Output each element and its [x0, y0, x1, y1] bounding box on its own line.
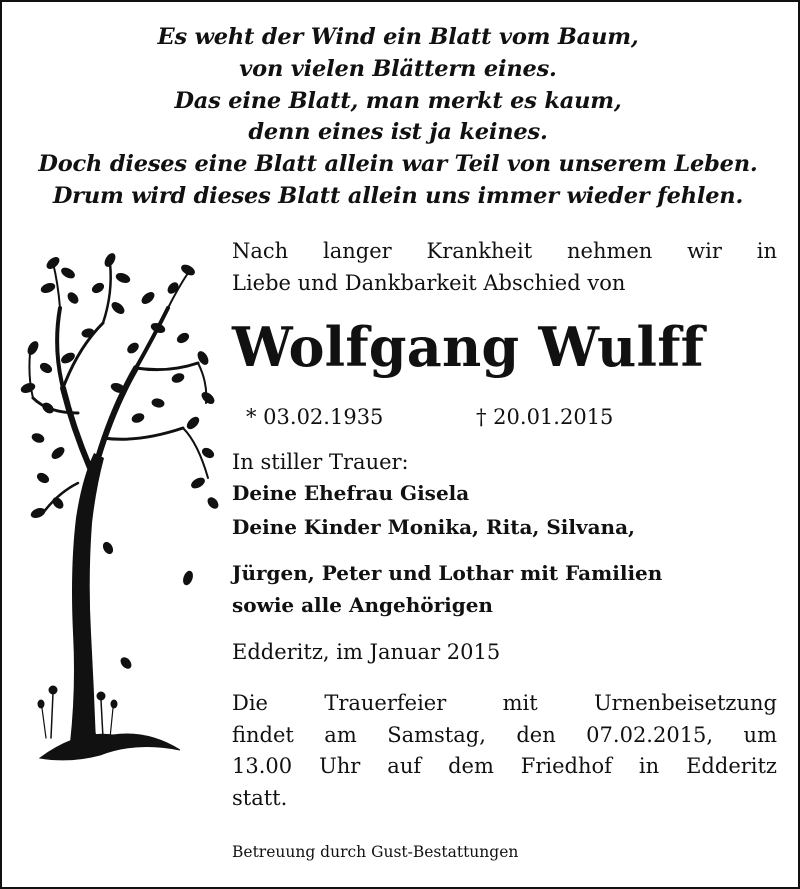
poem — [10, 22, 786, 213]
mourner-line: Jürgen, Peter und Lothar mit Familien — [232, 561, 663, 585]
service-line: 13.00 Uhr auf dem Friedhof in Edderitz — [232, 754, 777, 778]
mourner-line: Deine Kinder Monika, Rita, Silvana, — [232, 515, 636, 539]
poem-line: Doch dieses eine Blatt allein war Teil von unserem Leben. — [38, 151, 758, 178]
poem-line: von vielen Blättern eines. — [239, 55, 557, 82]
service-line: Die Trauerfeier mit Urnenbeisetzung — [232, 691, 777, 715]
intro-line: Liebe und Dankbarkeit Abschied von — [232, 270, 626, 295]
intro-line: Nach langer Krankheit nehmen wir in — [232, 239, 777, 263]
service-line: statt. — [232, 785, 288, 810]
life-dates — [232, 402, 777, 432]
mourning-label: In stiller Trauer: — [232, 450, 409, 474]
intro-text — [232, 236, 777, 299]
poem-line: Drum wird dieses Blatt allein uns immer wieder fehlen. — [52, 182, 744, 209]
service-info — [232, 688, 777, 814]
poem-line: denn eines ist ja keines. — [248, 119, 548, 146]
poem-line: Es weht der Wind ein Blatt vom Baum, — [157, 24, 639, 50]
service-line: findet am Samstag, den 07.02.2015, um — [232, 722, 777, 747]
birth-date: * 03.02.1935 — [246, 405, 384, 429]
death-date: † 20.01.2015 — [476, 405, 614, 429]
place-date: Edderitz, im Januar 2015 — [232, 640, 501, 664]
mourner-line: sowie alle Angehörigen — [232, 593, 493, 617]
poem-line: Das eine Blatt, man merkt es kaum, — [174, 87, 622, 114]
mourner-line: Deine Ehefrau Gisela — [232, 481, 470, 505]
tree-silhouette-icon — [18, 238, 223, 773]
deceased-name: Wolfgang Wulff — [232, 315, 705, 379]
undertaker-credit: Betreuung durch Gust-Bestattungen — [232, 843, 519, 861]
